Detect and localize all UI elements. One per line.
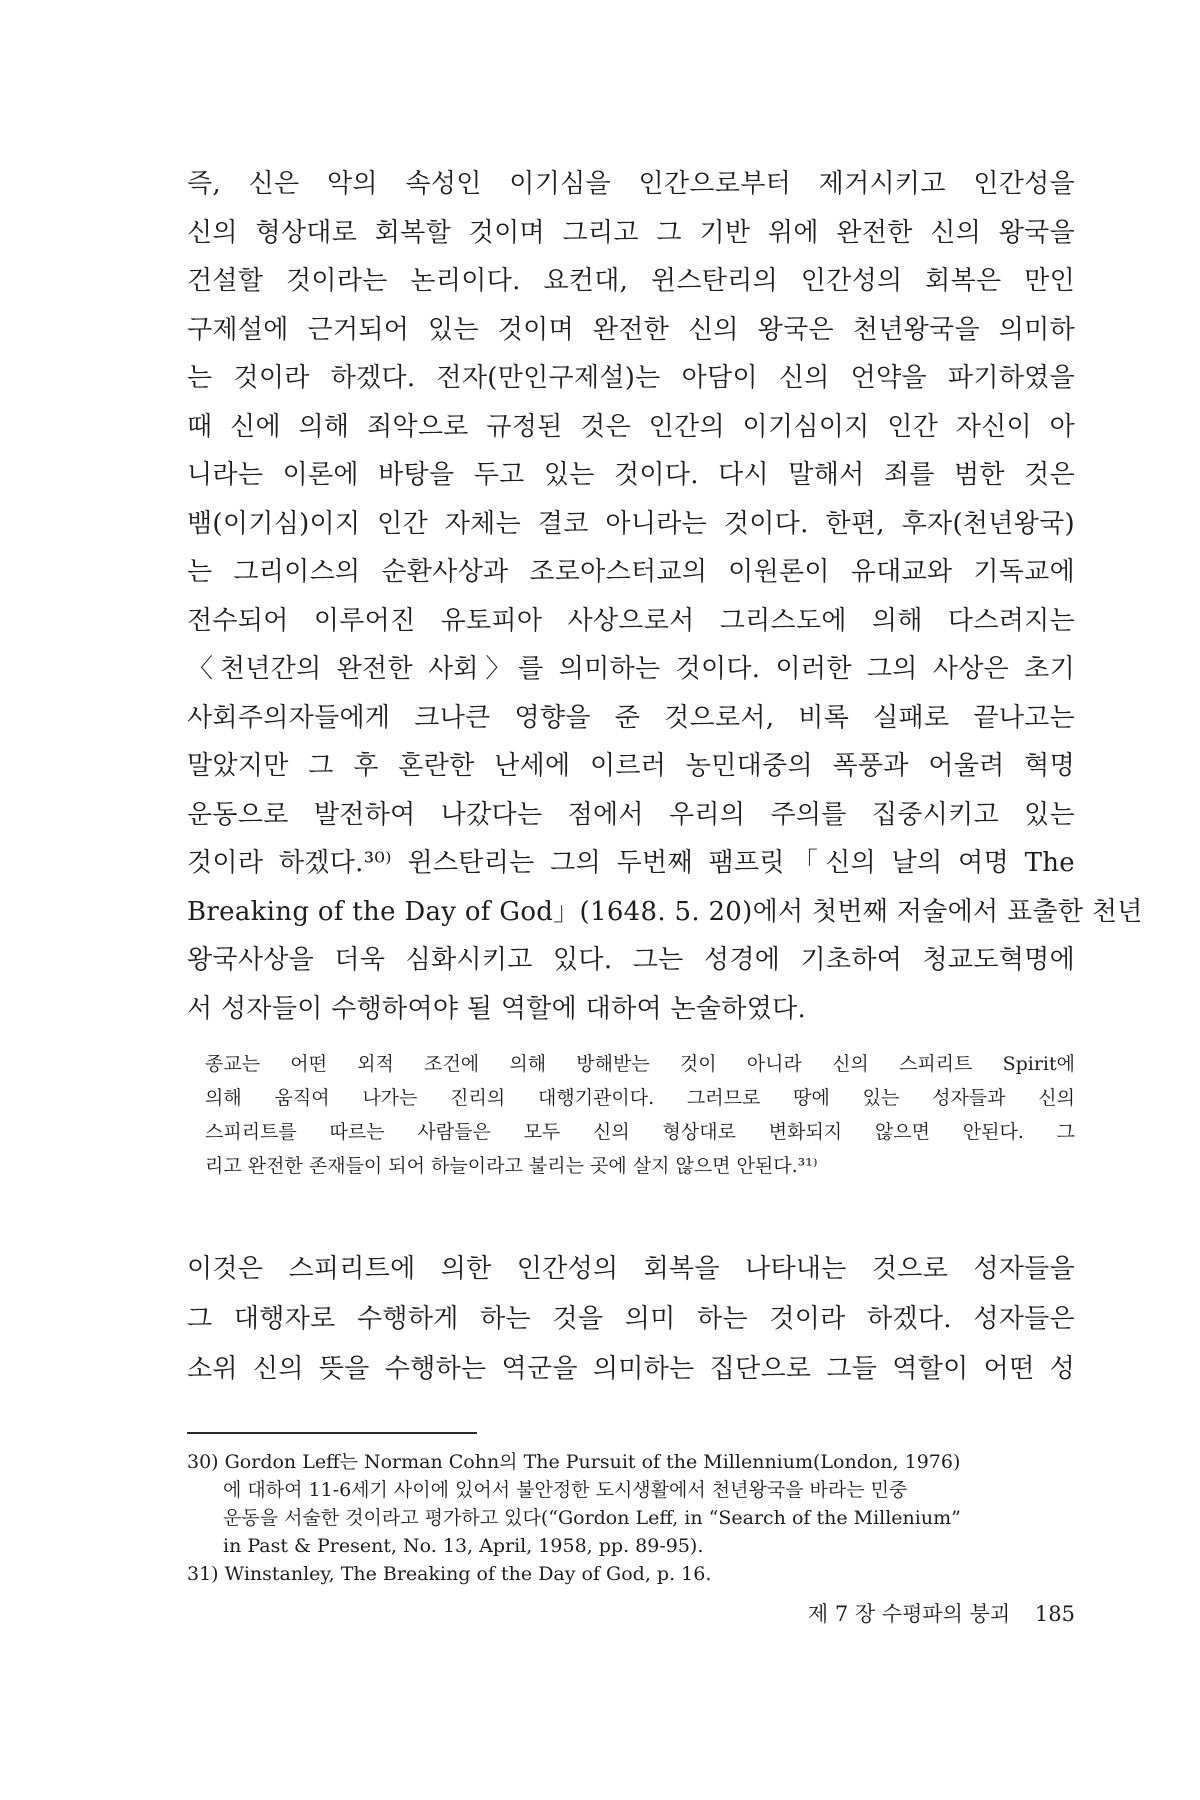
- body-line: 니라는 이론에 바탕을 두고 있는 것이다. 다시 말해서 죄를 범한 것은: [187, 460, 1075, 490]
- body-line: 운동으로 발전하여 나갔다는 점에서 우리의 주의를 집중시키고 있는: [187, 799, 1075, 830]
- body-line: 그 대행자로 수행하게 하는 것을 의미 하는 것이라 하겠다. 성자들은: [187, 1304, 1075, 1334]
- chapter-title: 제 7 장 수평파의 붕괴: [807, 1602, 1011, 1626]
- body-line: 뱀(이기심)이지 인간 자체는 결코 아니라는 것이다. 한편, 후자(천년왕국): [187, 508, 1075, 539]
- body-line: Breaking of the Day of God」(1648. 5. 20)에서 첫번째 저술에서 표출한 천년: [187, 896, 1143, 927]
- body-line: 즉, 신은 악의 속성인 이기심을 인간으로부터 제거시키고 인간성을: [187, 169, 1075, 199]
- quote-line: 스피리트를 따르는 사람들은 모두 신의 형상대로 변화되지 않으면 안된다. 그: [205, 1121, 1075, 1143]
- page-number: 185: [1034, 1602, 1075, 1626]
- body-line: 왕국사상을 더욱 심화시키고 있다. 그는 성경에 기초하여 청교도혁명에: [187, 945, 1075, 975]
- continuation-paragraph: [187, 1244, 1075, 1394]
- footnotes: [187, 1448, 1075, 1588]
- footnote-30-cont: in Past & Present, No. 13, April, 1958, pp. 89-95).: [223, 1535, 704, 1557]
- body-line: 것이라 하겠다.³⁰⁾ 윈스탄리는 그의 두번째 팸프릿「신의 날의 여명 The: [187, 848, 1075, 878]
- body-line: 이것은 스피리트에 의한 인간성의 회복을 나타내는 것으로 성자들을: [187, 1254, 1075, 1284]
- quote-line: 리고 완전한 존재들이 되어 하늘이라고 불리는 곳에 살지 않으면 안된다.³¹⁾: [205, 1155, 818, 1177]
- body-line: 〈천년간의 완전한 사회〉를 의미하는 것이다. 이러한 그의 사상은 초기: [187, 654, 1075, 684]
- quote-line: 의해 움직여 나가는 진리의 대행기관이다. 그러므로 땅에 있는 성자들과 신의: [205, 1087, 1075, 1109]
- footnote-30: 30) Gordon Leff는 Norman Cohn의 The Pursuit of the Millennium(London, 1976): [187, 1451, 961, 1473]
- body-line: 서 성자들이 수행하여야 될 역할에 대하여 논술하였다.: [187, 993, 807, 1024]
- footnote-divider: [187, 1432, 477, 1434]
- body-line: 구제설에 근거되어 있는 것이며 완전한 신의 왕국은 천년왕국을 의미하: [187, 314, 1075, 345]
- body-line: 소위 신의 뜻을 수행하는 역군을 의미하는 집단으로 그들 역할이 어떤 성: [187, 1354, 1075, 1384]
- body-line: 는 그리이스의 순환사상과 조로아스터교의 이원론이 유대교와 기독교에: [187, 557, 1075, 587]
- quote-line: 종교는 어떤 외적 조건에 의해 방해받는 것이 아니라 신의 스피리트 Spirit에: [205, 1053, 1075, 1075]
- body-line: 말았지만 그 후 혼란한 난세에 이르러 농민대중의 폭풍과 어울려 혁명: [187, 751, 1075, 781]
- footnote-30-cont: 운동을 서술한 것이라고 평가하고 있다(“Gordon Leff, in “Search of the Millenium”: [223, 1507, 961, 1529]
- footnote-30-cont: 에 대하여 11-6세기 사이에 있어서 불안정한 도시생활에서 천년왕국을 바라는 민중: [223, 1479, 908, 1501]
- body-line: 사회주의자들에게 크나큰 영향을 준 것으로서, 비록 실패로 끝나고는: [187, 702, 1075, 733]
- block-quote: [205, 1047, 1075, 1183]
- body-paragraph: [187, 160, 1143, 1033]
- body-line: 신의 형상대로 회복할 것이며 그리고 그 기반 위에 완전한 신의 왕국을: [187, 217, 1075, 248]
- page-footer: [620, 1598, 1075, 1628]
- body-line: 건설할 것이라는 논리이다. 요컨대, 윈스탄리의 인간성의 회복은 만인: [187, 266, 1075, 296]
- body-line: 는 것이라 하겠다. 전자(만인구제설)는 아담이 신의 언약을 파기하였을: [187, 363, 1075, 393]
- footnote-31: 31) Winstanley, The Breaking of the Day of God, p. 16.: [187, 1563, 712, 1585]
- body-line: 때 신에 의해 죄악으로 규정된 것은 인간의 이기심이지 인간 자신이 아: [187, 411, 1075, 442]
- body-line: 전수되어 이루어진 유토피아 사상으로서 그리스도에 의해 다스려지는: [187, 605, 1075, 636]
